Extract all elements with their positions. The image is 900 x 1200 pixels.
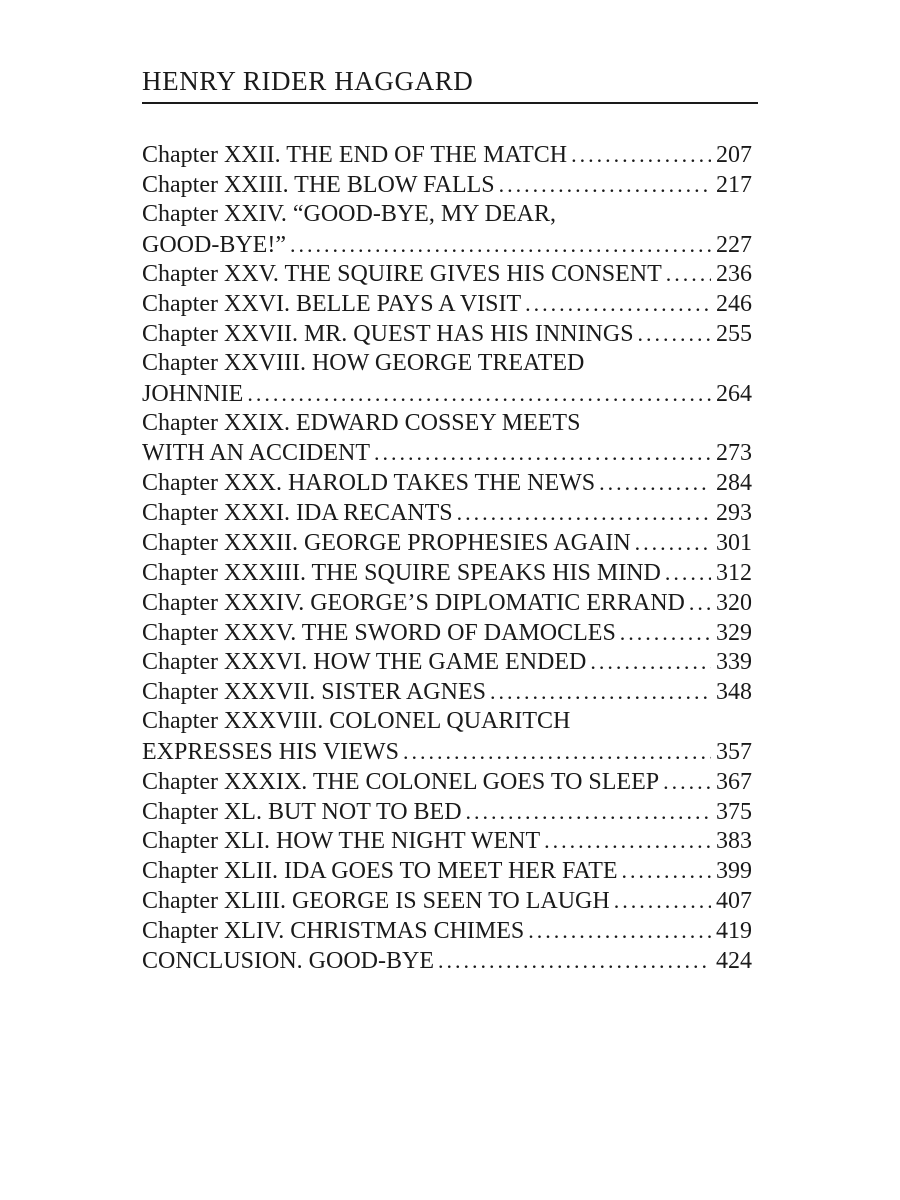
dot-leader — [290, 230, 711, 260]
toc-entry-title: GOOD-BYE!” — [142, 231, 286, 258]
toc-entry-chapter-38[interactable] — [142, 737, 752, 767]
dot-leader — [665, 558, 711, 588]
toc-entry-chapter-40[interactable] — [142, 797, 752, 827]
table-of-contents — [142, 140, 752, 976]
toc-entry-chapter-22[interactable] — [142, 140, 752, 170]
dot-leader — [635, 528, 711, 558]
dot-leader — [247, 379, 711, 409]
toc-entry-title: Chapter XXIII. THE BLOW FALLS — [142, 171, 495, 198]
toc-entry-chapter-33[interactable] — [142, 558, 752, 588]
toc-entry-page: 255 — [716, 321, 752, 348]
toc-entry-page: 424 — [716, 947, 752, 974]
running-head — [142, 64, 758, 104]
toc-entry-page: 284 — [716, 470, 752, 497]
toc-entry-title: Chapter XXXIX. THE COLONEL GOES TO SLEEP — [142, 768, 660, 795]
dot-leader — [663, 767, 711, 797]
dot-leader — [638, 319, 711, 349]
dot-leader — [590, 647, 711, 677]
toc-entry-title-line-1: Chapter XXVIII. HOW GEORGE TREATED — [142, 349, 585, 376]
toc-entry-title: Chapter XXII. THE END OF THE MATCH — [142, 142, 568, 168]
toc-entry-chapter-38-line-1[interactable] — [142, 707, 752, 737]
toc-entry-page: 293 — [716, 500, 752, 527]
toc-entry-page: 407 — [716, 888, 752, 915]
dot-leader — [571, 140, 711, 170]
dot-leader — [438, 946, 711, 976]
toc-entry-page: 273 — [716, 440, 752, 467]
dot-leader — [499, 170, 711, 200]
toc-entry-page: 236 — [716, 261, 752, 288]
toc-entry-chapter-26[interactable] — [142, 289, 752, 319]
toc-entry-title: Chapter XXX. HAROLD TAKES THE NEWS — [142, 470, 596, 497]
toc-entry-chapter-28[interactable] — [142, 379, 752, 409]
toc-entry-chapter-27[interactable] — [142, 319, 752, 349]
toc-entry-chapter-30[interactable] — [142, 468, 752, 498]
toc-entry-page: 320 — [716, 589, 752, 616]
toc-entry-title: WITH AN ACCIDENT — [142, 440, 370, 467]
dot-leader — [544, 826, 711, 856]
toc-entry-title: Chapter XLII. IDA GOES TO MEET HER FATE — [142, 858, 618, 885]
toc-entry-chapter-25[interactable] — [142, 259, 752, 289]
toc-entry-chapter-42[interactable] — [142, 856, 752, 886]
toc-entry-title-line-1: Chapter XXIX. EDWARD COSSEY MEETS — [142, 409, 581, 436]
toc-entry-title: JOHNNIE — [142, 380, 244, 407]
toc-entry-title: Chapter XXXVII. SISTER AGNES — [142, 679, 486, 706]
toc-entry-page: 399 — [716, 858, 752, 885]
toc-entry-page: 264 — [716, 380, 752, 407]
toc-entry-page: 367 — [716, 768, 752, 795]
toc-entry-chapter-44[interactable] — [142, 916, 752, 946]
toc-entry-page: 348 — [716, 679, 752, 706]
toc-entry-chapter-24-line-1[interactable] — [142, 200, 752, 230]
toc-entry-title-line-1: Chapter XXXVIII. COLONEL QUARITCH — [142, 708, 571, 735]
toc-entry-chapter-24[interactable] — [142, 230, 752, 260]
toc-entry-page: 301 — [716, 529, 752, 556]
toc-entry-chapter-36[interactable] — [142, 647, 752, 677]
toc-entry-chapter-28-line-1[interactable] — [142, 349, 752, 379]
toc-entry-page: 207 — [716, 142, 752, 168]
toc-entry-chapter-29-line-1[interactable] — [142, 409, 752, 439]
dot-leader — [528, 916, 711, 946]
toc-entry-conclusion[interactable] — [142, 946, 752, 976]
toc-entry-chapter-35[interactable] — [142, 618, 752, 648]
toc-entry-page: 246 — [716, 291, 752, 318]
toc-entry-chapter-32[interactable] — [142, 528, 752, 558]
toc-entry-chapter-31[interactable] — [142, 498, 752, 528]
toc-entry-title: Chapter XLIII. GEORGE IS SEEN TO LAUGH — [142, 888, 610, 915]
toc-entry-chapter-34[interactable] — [142, 588, 752, 618]
toc-entry-chapter-43[interactable] — [142, 886, 752, 916]
toc-entry-page: 383 — [716, 828, 752, 855]
dot-leader — [666, 259, 711, 289]
dot-leader — [620, 618, 711, 648]
toc-entry-page: 375 — [716, 798, 752, 825]
dot-leader — [466, 797, 711, 827]
toc-entry-chapter-37[interactable] — [142, 677, 752, 707]
toc-entry-page: 339 — [716, 649, 752, 676]
dot-leader — [689, 588, 711, 618]
toc-entry-page: 419 — [716, 917, 752, 944]
toc-entry-chapter-23[interactable] — [142, 170, 752, 200]
toc-entry-page: 227 — [716, 231, 752, 258]
toc-entry-title: Chapter XXVII. MR. QUEST HAS HIS INNINGS — [142, 321, 634, 348]
toc-entry-page: 312 — [716, 559, 752, 586]
toc-entry-title: Chapter XXXVI. HOW THE GAME ENDED — [142, 649, 587, 676]
dot-leader — [622, 856, 711, 886]
toc-entry-title: Chapter XLI. HOW THE NIGHT WENT — [142, 828, 541, 855]
toc-entry-title: Chapter XL. BUT NOT TO BED — [142, 798, 462, 825]
dot-leader — [599, 468, 711, 498]
dot-leader — [403, 737, 711, 767]
toc-entry-title-line-1: Chapter XXIV. “GOOD-BYE, MY DEAR, — [142, 200, 556, 227]
author-name: HENRY RIDER HAGGARD — [142, 66, 474, 96]
toc-entry-title: Chapter XXXIII. THE SQUIRE SPEAKS HIS MIND — [142, 559, 661, 586]
dot-leader — [490, 677, 711, 707]
toc-entry-title: Chapter XXXIV. GEORGE’S DIPLOMATIC ERRAND — [142, 589, 685, 616]
dot-leader — [525, 289, 711, 319]
toc-entry-chapter-39[interactable] — [142, 767, 752, 797]
toc-entry-title: EXPRESSES HIS VIEWS — [142, 738, 399, 765]
toc-entry-chapter-41[interactable] — [142, 826, 752, 856]
dot-leader — [614, 886, 711, 916]
toc-entry-chapter-29[interactable] — [142, 438, 752, 468]
toc-entry-title: Chapter XXXV. THE SWORD OF DAMOCLES — [142, 619, 616, 646]
dot-leader — [457, 498, 711, 528]
toc-entry-page: 357 — [716, 738, 752, 765]
toc-entry-title: Chapter XXXI. IDA RECANTS — [142, 500, 453, 527]
toc-entry-title: CONCLUSION. GOOD-BYE — [142, 947, 434, 974]
toc-entry-page: 217 — [716, 171, 752, 198]
toc-entry-title: Chapter XXV. THE SQUIRE GIVES HIS CONSENT — [142, 261, 662, 288]
toc-entry-title: Chapter XXXII. GEORGE PROPHESIES AGAIN — [142, 529, 631, 556]
dot-leader — [374, 438, 711, 468]
toc-entry-title: Chapter XLIV. CHRISTMAS CHIMES — [142, 917, 525, 944]
toc-entry-page: 329 — [716, 619, 752, 646]
toc-entry-title: Chapter XXVI. BELLE PAYS A VISIT — [142, 291, 522, 318]
